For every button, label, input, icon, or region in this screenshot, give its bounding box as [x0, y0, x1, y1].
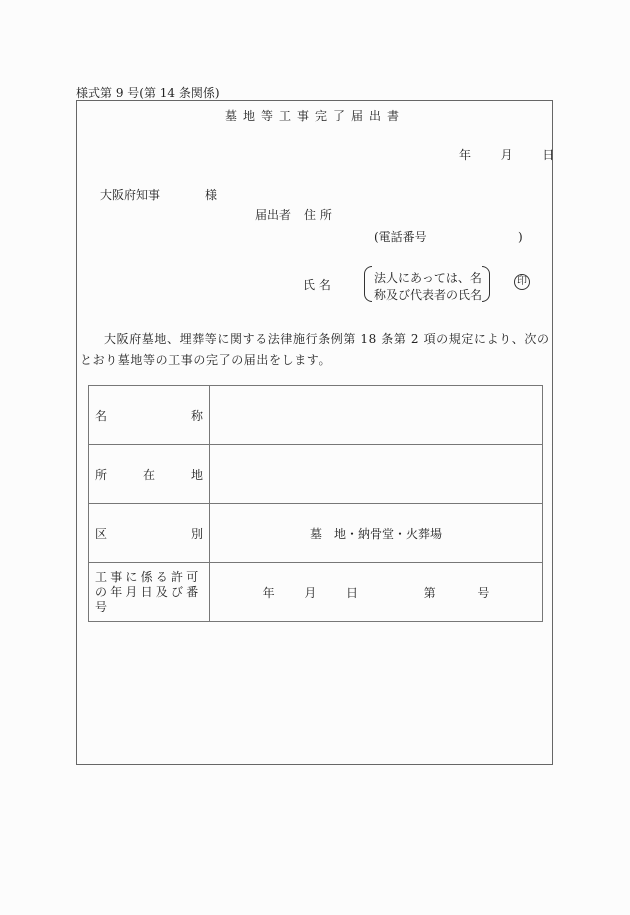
permit-month: 月	[304, 585, 317, 600]
permit-year: 年	[262, 585, 275, 600]
day-label: 日	[542, 148, 555, 162]
honorific: 様	[205, 188, 218, 202]
table-row	[89, 563, 543, 622]
table-row	[89, 386, 543, 445]
label-char: 地	[190, 467, 203, 482]
label-char: 所	[95, 467, 108, 482]
date-fields	[459, 148, 554, 162]
month-label: 月	[500, 148, 513, 162]
body-text	[80, 329, 550, 371]
label-char: 別	[190, 526, 203, 541]
document-title: 墓地等工事完了届出書	[224, 109, 405, 123]
label-char: 名	[95, 408, 108, 423]
location-value-field[interactable]	[210, 445, 543, 504]
label-char: 在	[142, 467, 155, 482]
permit-value-field[interactable]	[210, 563, 543, 622]
permit-number-prefix: 第	[423, 585, 436, 600]
table-row	[89, 504, 543, 563]
corporate-note	[364, 266, 490, 304]
addressee: 大阪府知事	[100, 188, 161, 202]
name-value-field[interactable]	[210, 386, 543, 445]
label-category	[89, 504, 210, 563]
seal-icon: 印	[514, 274, 530, 290]
address-label: 住 所	[304, 208, 332, 222]
phone-close-paren: )	[518, 230, 523, 244]
notifier-label: 届出者	[255, 208, 292, 222]
corporate-note-line-1: 法人にあっては、名	[374, 271, 482, 285]
right-bracket	[482, 266, 490, 302]
label-char: 区	[95, 526, 108, 541]
left-bracket	[364, 266, 372, 302]
details-table	[88, 385, 543, 622]
label-location	[89, 445, 210, 504]
body-paragraph: 大阪府墓地、埋葬等に関する法律施行条例第 18 条第 2 項の規定により、次のとおり墓地等の工事の完了の届出をします。	[80, 332, 550, 367]
table-row	[89, 445, 543, 504]
permit-day: 日	[345, 585, 358, 600]
label-name	[89, 386, 210, 445]
label-char: 称	[190, 408, 203, 423]
permit-number-suffix: 号	[477, 585, 490, 600]
category-options[interactable]: 墓 地・納骨堂・火葬場	[210, 504, 543, 563]
label-permit	[89, 563, 210, 622]
phone-label: (電話番号	[374, 230, 427, 244]
year-label: 年	[459, 148, 472, 162]
permit-label-text: 工事に係る許可の年月日及び番号	[95, 569, 202, 614]
name-label: 氏 名	[303, 278, 331, 292]
form-number-label: 様式第 9 号(第 14 条関係)	[76, 86, 220, 100]
corporate-note-line-2: 称及び代表者の氏名	[374, 288, 483, 302]
